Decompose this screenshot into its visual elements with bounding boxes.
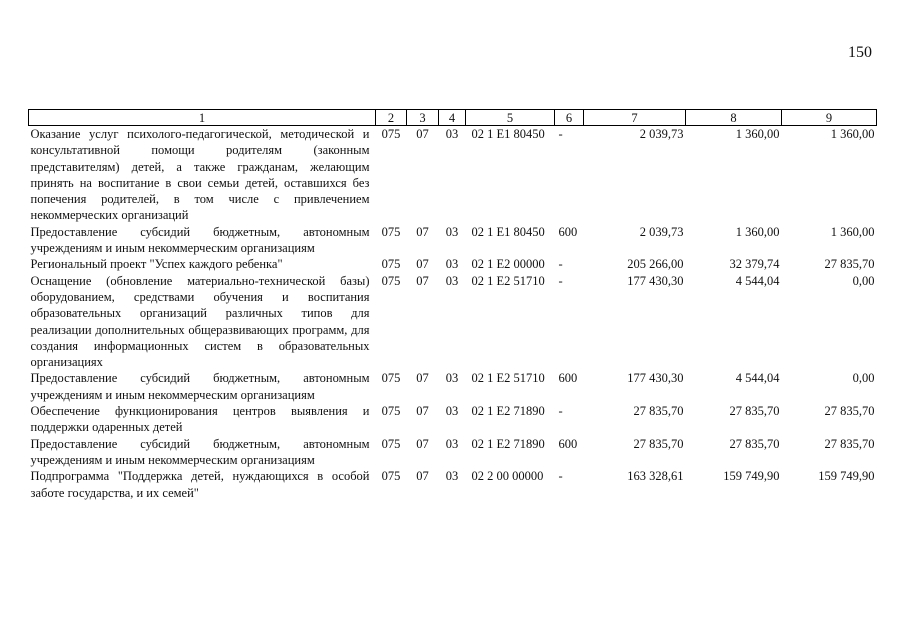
table-row [29,273,877,371]
table-row [29,468,877,501]
row-value-7: 177 430,30 [627,371,684,386]
row-pr: 03 [445,469,459,484]
row-csr: 02 1 E2 71890 [471,436,545,451]
row-value-9: 27 835,70 [824,257,875,272]
row-name: Подпрограмма "Поддержка детей, нуждающихся в особой заботе государства, и их семей" [30,469,370,500]
row-name: Предоставление субсидий бюджетным, автономным учреждениям и иным некоммерческим организациям [30,224,370,256]
table-row [29,436,877,469]
row-value-7: 205 266,00 [627,257,684,272]
row-value-8: 4 544,04 [735,273,780,288]
row-grbs: 075 [381,404,401,419]
header-col-7: 7 [584,110,686,126]
table-row [29,403,877,436]
table-header-row [29,110,877,126]
row-name: Оказание услуг психолого-педагогической, методической и консультативной помощи родителям (законным представителям) детей, а также гражданам, желающим принять на воспитание в свои семьи детей, оставшихся без попечения родителей, в том числе с привлечением некоммерческих организаций [30,127,370,223]
row-vr: 600 [558,224,578,239]
table-row [29,370,877,403]
row-csr: 02 1 E1 80450 [471,127,545,141]
row-pr: 03 [445,404,459,419]
row-grbs: 075 [381,436,401,451]
header-col-8: 8 [686,110,782,126]
table-row [29,126,877,224]
row-grbs: 075 [381,127,401,141]
row-value-7: 2 039,73 [639,224,684,239]
row-value-7: 27 835,70 [633,436,684,451]
row-vr: 600 [558,436,578,451]
row-pr: 03 [445,127,459,141]
row-pr: 03 [445,371,459,386]
budget-table [28,109,877,501]
header-col-5: 5 [466,110,555,126]
row-pr: 03 [445,436,459,451]
row-rz: 07 [416,436,429,451]
row-vr: 600 [558,371,578,386]
table-row [29,224,877,257]
header-col-2: 2 [376,110,407,126]
row-name: Обеспечение функционирования центров выявления и поддержки одаренных детей [30,404,370,435]
header-col-3: 3 [407,110,439,126]
header-col-6: 6 [555,110,584,126]
row-csr: 02 1 E2 71890 [471,404,545,419]
row-grbs: 075 [381,469,401,484]
row-value-8: 159 749,90 [723,469,780,484]
row-value-8: 1 360,00 [735,224,780,239]
header-col-1: 1 [29,110,376,126]
row-rz: 07 [416,273,429,288]
row-name: Оснащение (обновление материально-технической базы) оборудованием, средствами обучения и воспитания образовательных организаций различных типов для реализации дополнительных общеразвивающих программ, для создания информационных систем в образовательных организациях [30,273,370,370]
row-grbs: 075 [381,224,401,239]
row-csr: 02 1 E1 80450 [471,224,545,239]
row-value-9: 1 360,00 [830,127,875,141]
row-grbs: 075 [381,273,401,288]
row-rz: 07 [416,127,429,141]
header-col-4: 4 [439,110,466,126]
row-rz: 07 [416,469,429,484]
row-value-8: 32 379,74 [729,257,780,272]
row-pr: 03 [445,224,459,239]
page-number: 150 [848,44,872,61]
header-col-9: 9 [782,110,877,126]
row-value-9: 27 835,70 [824,436,875,451]
row-grbs: 075 [381,371,401,386]
row-value-9: 27 835,70 [824,404,875,419]
row-name: Предоставление субсидий бюджетным, автономным учреждениям и иным некоммерческим организациям [30,436,370,467]
row-vr: - [558,469,563,484]
row-value-7: 163 328,61 [627,469,684,484]
row-csr: 02 1 E2 51710 [471,273,545,288]
row-rz: 07 [416,404,429,419]
row-csr: 02 1 E2 51710 [471,371,545,386]
row-value-9: 1 360,00 [830,224,875,239]
row-value-7: 177 430,30 [627,273,684,288]
row-value-8: 4 544,04 [735,371,780,386]
row-csr: 02 2 00 00000 [471,469,544,484]
row-vr: - [558,127,563,141]
row-vr: - [558,257,563,272]
row-vr: - [558,273,563,288]
row-value-8: 27 835,70 [729,404,780,419]
row-name: Предоставление субсидий бюджетным, автономным учреждениям и иным некоммерческим организациям [30,371,370,402]
row-value-9: 0,00 [852,273,875,288]
table-row [29,256,877,272]
row-value-9: 0,00 [852,371,875,386]
row-csr: 02 1 E2 00000 [471,257,545,272]
row-grbs: 075 [381,257,401,272]
row-name: Региональный проект "Успех каждого ребенка" [30,257,283,272]
row-value-8: 1 360,00 [735,127,780,141]
row-value-7: 27 835,70 [633,404,684,419]
row-rz: 07 [416,224,429,239]
row-value-9: 159 749,90 [818,469,875,484]
row-value-7: 2 039,73 [639,127,684,141]
row-pr: 03 [445,257,459,272]
row-vr: - [558,404,563,419]
row-rz: 07 [416,371,429,386]
row-value-8: 27 835,70 [729,436,780,451]
row-pr: 03 [445,273,459,288]
row-rz: 07 [416,257,429,272]
